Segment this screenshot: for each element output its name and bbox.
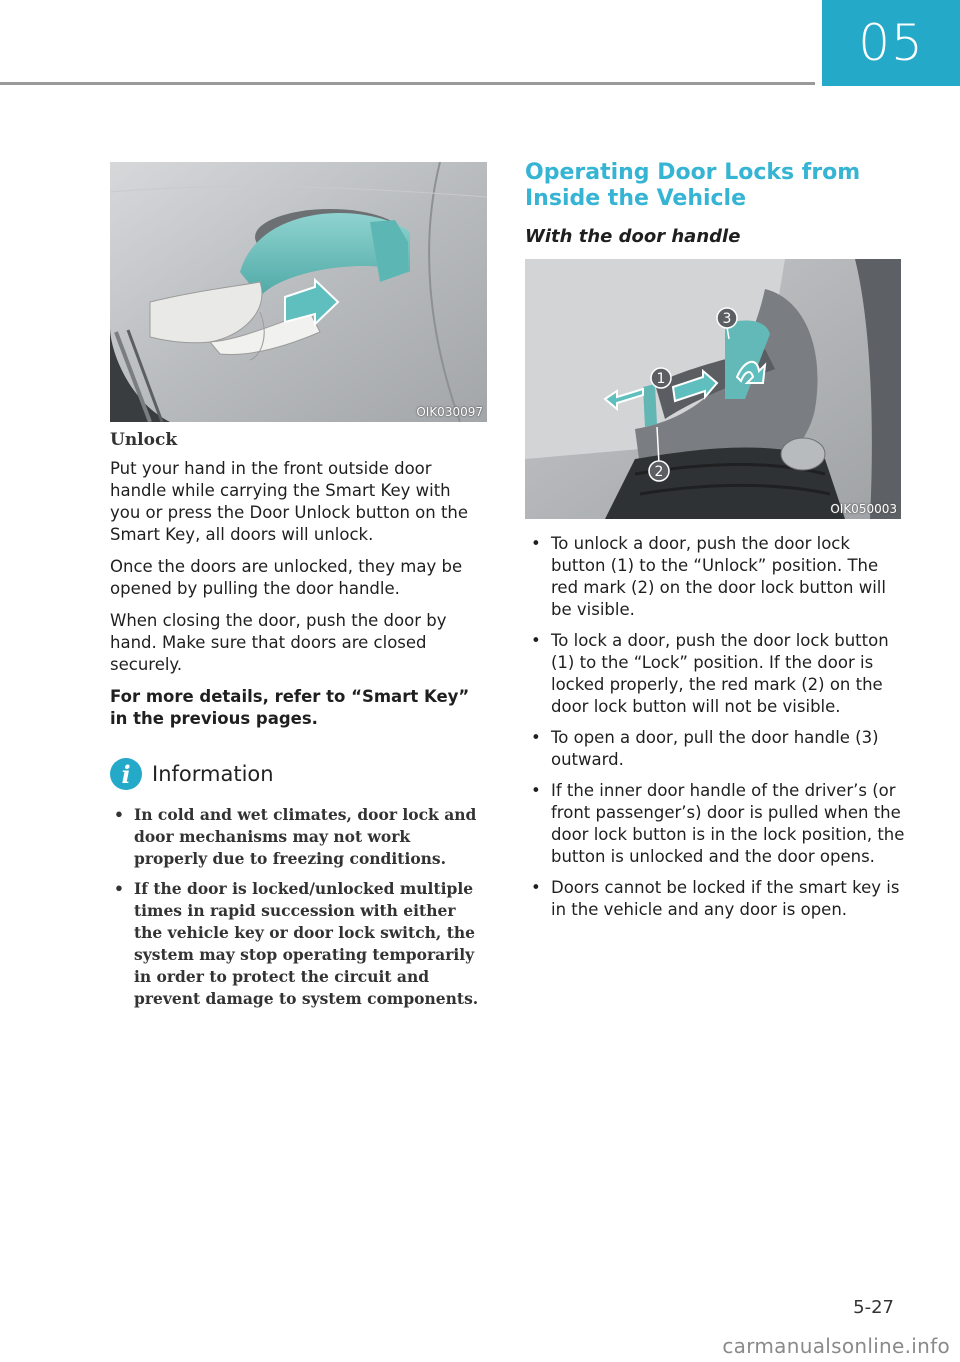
outside-door-handle-figure xyxy=(110,162,487,422)
information-item: • In cold and wet climates, door lock and door mechanisms may not work properly due to freezing conditions. xyxy=(110,804,480,870)
unlock-heading: Unlock xyxy=(110,430,178,450)
paragraph: Once the doors are unlocked, they may be opened by pulling the door handle. xyxy=(110,557,463,598)
information-icon: i xyxy=(110,758,142,790)
subheading: With the door handle xyxy=(525,226,741,247)
list-item: • If the inner door handle of the driver’s (or front passenger’s) door is pulled when the door lock button is in the lock position, the button is unlocked and the door opens. xyxy=(525,780,905,868)
information-header xyxy=(110,758,480,790)
callout-1: 1 xyxy=(656,371,666,387)
smart-key-reference: For more details, refer to “Smart Key” in the previous pages. xyxy=(110,687,470,728)
information-title: Information xyxy=(152,762,274,786)
list-item: • To unlock a door, push the door lock button (1) to the “Unlock” position. The red mark (2) on the door lock button will be visible. xyxy=(525,533,905,621)
outside-handle-illustration xyxy=(110,162,487,422)
section-title: Operating Door Locks from Inside the Vehicle xyxy=(525,160,861,211)
callout-2: 2 xyxy=(654,464,664,480)
callout-3: 3 xyxy=(722,311,732,327)
watermark: carmanualsonline.info xyxy=(722,1334,950,1358)
list-item: • Doors cannot be locked if the smart key is in the vehicle and any door is open. xyxy=(525,877,905,921)
figure-code: OIK050003 xyxy=(830,502,897,516)
information-item: • If the door is locked/unlocked multiple times in rapid succession with either the vehicle key or door lock switch, the system may stop operating temporarily in order to protect the circuit and prevent damage to system components. xyxy=(110,878,480,1010)
list-item: • To lock a door, push the door lock button (1) to the “Lock” position. If the door is locked properly, the red mark (2) on the door lock button will not be visible. xyxy=(525,630,905,718)
instruction-list xyxy=(525,533,905,921)
inside-door-handle-figure xyxy=(525,259,901,519)
left-column xyxy=(110,430,480,1018)
chapter-tab: 05 xyxy=(822,0,960,86)
header-rule xyxy=(0,82,815,85)
right-column xyxy=(525,160,905,930)
information-list xyxy=(110,804,480,1010)
page-number: 5-27 xyxy=(853,1297,894,1318)
paragraph: Put your hand in the front outside door handle while carrying the Smart Key with you or press the Door Unlock button on the Smart Key, all doors will unlock. xyxy=(110,459,469,544)
figure-code: OIK030097 xyxy=(416,405,483,419)
list-item: • To open a door, pull the door handle (3) outward. xyxy=(525,727,905,771)
paragraph: When closing the door, push the door by hand. Make sure that doors are closed securely. xyxy=(110,611,447,674)
inside-handle-illustration xyxy=(525,259,901,519)
